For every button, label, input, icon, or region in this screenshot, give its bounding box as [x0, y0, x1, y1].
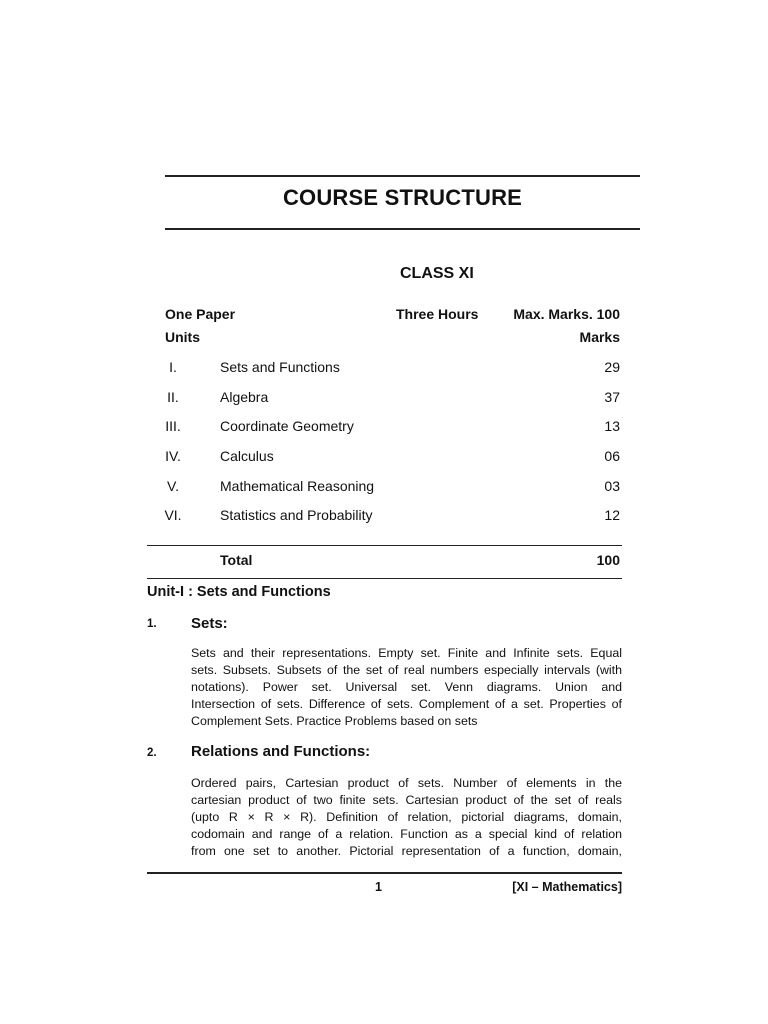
marks-header: Marks — [579, 329, 620, 345]
section-title: Relations and Functions: — [191, 743, 371, 760]
body-line: from one set to another. Pictorial representation of a function, domain, — [191, 844, 622, 858]
footer-rule — [147, 872, 622, 874]
units-header: Units — [165, 329, 200, 345]
body-line: cartesian product of two finite sets. Cartesian product of the set of reals — [191, 793, 622, 807]
total-label: Total — [220, 552, 253, 568]
duration-label: Three Hours — [396, 306, 479, 322]
unit-name: Coordinate Geometry — [220, 418, 354, 434]
unit-heading: Unit-I : Sets and Functions — [147, 584, 331, 600]
unit-marks: 13 — [604, 418, 620, 434]
section-number: 2. — [147, 747, 157, 759]
unit-name: Calculus — [220, 448, 274, 464]
unit-number: I. — [169, 359, 177, 375]
unit-marks: 06 — [604, 448, 620, 464]
total-marks: 100 — [596, 552, 620, 568]
page-number: 1 — [375, 880, 382, 894]
max-marks-label: Max. Marks. 100 — [513, 306, 620, 322]
section-body — [191, 775, 622, 860]
body-line: Intersection of sets. Difference of sets. Complement of a set. Properties of — [191, 697, 622, 711]
unit-number: VI. — [164, 507, 182, 523]
title-bottom-rule — [165, 228, 640, 230]
page-title: COURSE STRUCTURE — [282, 185, 523, 210]
unit-number: IV. — [165, 448, 181, 464]
body-line: codomain and range of a relation. Function as a special kind of relation — [191, 827, 622, 841]
section-title: Sets: — [191, 615, 228, 632]
total-bottom-rule — [147, 578, 622, 579]
unit-number: II. — [167, 389, 179, 405]
total-top-rule — [147, 545, 622, 546]
unit-marks: 37 — [604, 389, 620, 405]
unit-number: V. — [167, 478, 179, 494]
body-line: Sets and their representations. Empty set. Finite and Infinite sets. Equal — [191, 646, 622, 660]
unit-name: Mathematical Reasoning — [220, 478, 375, 494]
one-paper-label: One Paper — [165, 306, 236, 322]
unit-name: Sets and Functions — [220, 359, 340, 375]
section-body — [191, 645, 622, 730]
unit-name: Statistics and Probability — [220, 507, 373, 523]
body-line: Ordered pairs, Cartesian product of sets. Number of elements in the — [191, 776, 622, 790]
unit-marks: 12 — [604, 507, 620, 523]
class-label: CLASS XI — [400, 265, 474, 282]
unit-number: III. — [165, 418, 181, 434]
unit-marks: 29 — [604, 359, 620, 375]
title-top-rule — [165, 175, 640, 177]
footer-subject: [XI – Mathematics] — [512, 880, 622, 894]
unit-name: Algebra — [220, 389, 269, 405]
section-number: 1. — [147, 618, 157, 630]
unit-marks: 03 — [604, 478, 620, 494]
body-line: (upto R × R × R). Definition of relation, pictorial diagrams, domain, — [191, 810, 622, 824]
body-line: Complement Sets. Practice Problems based on sets — [191, 714, 478, 728]
body-line: sets. Subsets. Subsets of the set of real numbers especially intervals (with — [191, 663, 622, 677]
body-line: notations). Power set. Universal set. Venn diagrams. Union and — [191, 680, 622, 694]
